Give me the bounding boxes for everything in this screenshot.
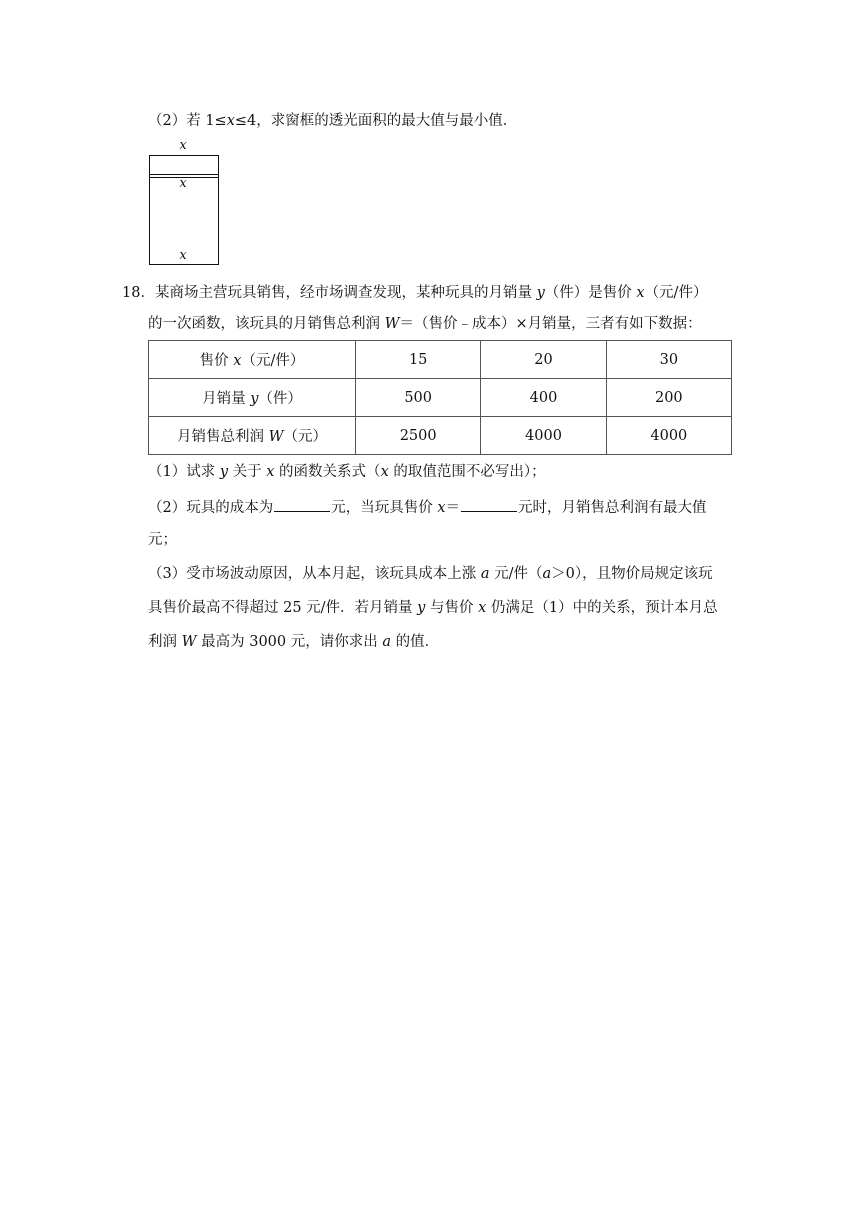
table-cell: 500 (356, 379, 481, 417)
table-cell: 15 (356, 341, 481, 379)
q18-part1: （1）试求 y 关于 x 的函数关系式（x 的取值范围不必写出）； (148, 464, 546, 480)
window-frame-figure (148, 138, 222, 266)
table-cell: 400 (481, 379, 606, 417)
answer-blank[interactable] (274, 497, 330, 512)
answer-blank[interactable] (461, 497, 517, 512)
table-cell: 2500 (356, 417, 481, 455)
row-header: 售价 x（元/件） (149, 341, 356, 379)
q18-part2-line2: 元； (148, 532, 177, 548)
row-header: 月销量 y（件） (149, 379, 356, 417)
table-cell: 30 (606, 341, 731, 379)
figure-label-bottom: x (179, 248, 187, 263)
q18-part3-line3: 利润 W 最高为 3000 元，请你求出 a 的值． (148, 634, 440, 650)
table-cell: 200 (606, 379, 731, 417)
table-cell: 4000 (606, 417, 731, 455)
table-row (149, 341, 732, 379)
row-header: 月销售总利润 W（元） (149, 417, 356, 455)
data-table (148, 340, 732, 455)
table-row (149, 379, 732, 417)
q18-stem-line1: 18．某商场主营玩具销售，经市场调查发现，某种玩具的月销量 y（件）是售价 x（元/件） (122, 285, 708, 301)
table-row (149, 417, 732, 455)
q17-part2-text: （2）若 1≤x≤4，求窗框的透光面积的最大值与最小值． (148, 113, 518, 129)
figure-label-top: x (179, 138, 187, 153)
q18-stem-line2: 的一次函数，该玩具的月销售总利润 W＝（售价﹣成本）×月销量，三者有如下数据： (148, 316, 702, 332)
table-cell: 20 (481, 341, 606, 379)
q18-part3-line2: 具售价最高不得超过 25 元/件．若月销量 y 与售价 x 仍满足（1）中的关系，预计本月总 (148, 600, 718, 616)
q18-part3-line1: （3）受市场波动原因，从本月起，该玩具成本上涨 a 元/件（a＞0），且物价局规定该玩 (148, 566, 713, 582)
q18-part2: （2）玩具的成本为 元，当玩具售价 x＝ 元时，月销售总利润有最大值 (148, 497, 707, 518)
window-frame-bar (149, 174, 219, 175)
figure-label-mid: x (179, 176, 187, 191)
table-cell: 4000 (481, 417, 606, 455)
